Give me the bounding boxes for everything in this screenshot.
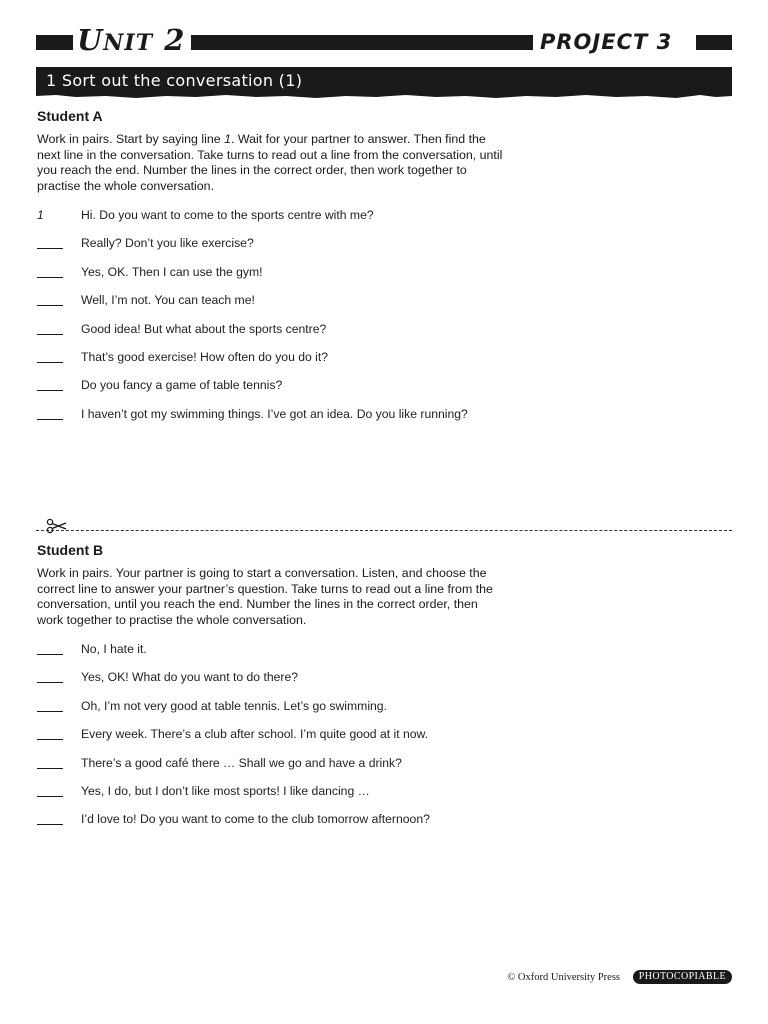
student-a-instructions <box>37 132 507 195</box>
line-number-blank[interactable] <box>37 755 63 769</box>
conversation-line <box>37 321 537 339</box>
line-number-blank[interactable] <box>37 349 63 363</box>
header-bar-segment <box>191 35 533 50</box>
line-number-blank[interactable] <box>37 406 63 420</box>
line-text: Every week. There’s a club after school. I’m quite good at it now. <box>81 727 429 742</box>
line-number-blank[interactable] <box>37 292 63 306</box>
conversation-line <box>37 698 537 716</box>
line-text: Well, I’m not. You can teach me! <box>81 293 255 308</box>
line-text: Really? Don’t you like exercise? <box>81 236 254 251</box>
line-text: That’s good exercise! How often do you do it? <box>81 350 329 364</box>
instructions-line-number: 1 <box>224 132 231 146</box>
section-banner <box>36 67 732 94</box>
header-bar-segment <box>696 35 732 50</box>
line-number-blank[interactable] <box>37 377 63 391</box>
line-text: Good idea! But what about the sports centre? <box>81 321 327 336</box>
line-text: Yes, OK! What do you want to do there? <box>81 670 299 685</box>
line-text: No, I hate it. <box>81 642 147 656</box>
conversation-line <box>37 406 537 424</box>
line-text: There’s a good café there … Shall we go and have a drink? <box>81 755 402 770</box>
student-b-heading: Student B <box>37 542 104 558</box>
scissors-icon <box>46 518 68 534</box>
line-text: Do you fancy a game of table tennis? <box>81 378 283 393</box>
line-text: Yes, I do, but I don’t like most sports! I like dancing … <box>81 784 370 798</box>
line-number-blank[interactable] <box>37 669 63 683</box>
conversation-line <box>37 292 537 310</box>
conversation-line <box>37 641 537 659</box>
conversation-line <box>37 377 537 395</box>
unit-title <box>77 24 185 56</box>
line-number-blank[interactable] <box>37 641 63 655</box>
line-number-blank[interactable] <box>37 783 63 797</box>
line-text: I’d love to! Do you want to come to the club tomorrow afternoon? <box>81 812 430 827</box>
line-number-blank[interactable] <box>37 698 63 712</box>
conversation-line <box>37 726 537 744</box>
conversation-line <box>37 669 537 687</box>
conversation-line <box>37 811 537 829</box>
conversation-line <box>37 349 537 367</box>
header-bar-segment <box>36 35 73 50</box>
instructions-text: Work in pairs. Start by saying line <box>37 132 225 146</box>
conversation-line <box>37 235 537 253</box>
line-text: Yes, OK. Then I can use the gym! <box>81 264 263 279</box>
banner-torn-edge <box>36 93 732 99</box>
line-number-blank[interactable] <box>37 811 63 825</box>
conversation-line <box>37 264 537 282</box>
line-number: 1 <box>37 208 44 222</box>
instructions-text: . Wait for your partner to answer. Then find the next line in the conversation. Take turns to read out a line from the conversation, until you reach the end. Number the lines in the correct order, then work together to practise the whole conversation. <box>37 132 503 194</box>
cut-line <box>36 530 732 531</box>
line-text: I haven’t got my swimming things. I’ve got an idea. Do you like running? <box>81 406 468 421</box>
conversation-line <box>37 755 537 773</box>
unit-number: 2 <box>164 23 186 57</box>
line-text: Oh, I’m not very good at table tennis. Let’s go swimming. <box>81 698 387 713</box>
student-a-heading: Student A <box>37 108 103 124</box>
line-number-blank[interactable] <box>37 321 63 335</box>
line-number-blank[interactable] <box>37 264 63 278</box>
line-text: Hi. Do you want to come to the sports centre with me? <box>81 208 374 222</box>
copyright: © Oxford University Press <box>507 972 620 983</box>
student-b-instructions: Work in pairs. Your partner is going to start a conversation. Listen, and choose the correct line to answer your partner’s question. Take turns to read out a line from the conversation, until you reach the end. Number the lines in the correct order, then work together to practise the whole conversation. <box>37 566 493 628</box>
line-number-blank[interactable] <box>37 726 63 740</box>
section-title: 1 Sort out the conversation (1) <box>46 71 303 90</box>
photocopiable-badge: PHOTOCOPIABLE <box>633 970 732 984</box>
conversation-line <box>37 207 537 225</box>
unit-rest: NIT <box>103 30 154 56</box>
line-number-blank[interactable] <box>37 235 63 249</box>
unit-first-letter: U <box>77 23 104 57</box>
footer <box>432 970 732 986</box>
conversation-line <box>37 783 537 801</box>
project-title: PROJECT 3 <box>540 30 673 54</box>
